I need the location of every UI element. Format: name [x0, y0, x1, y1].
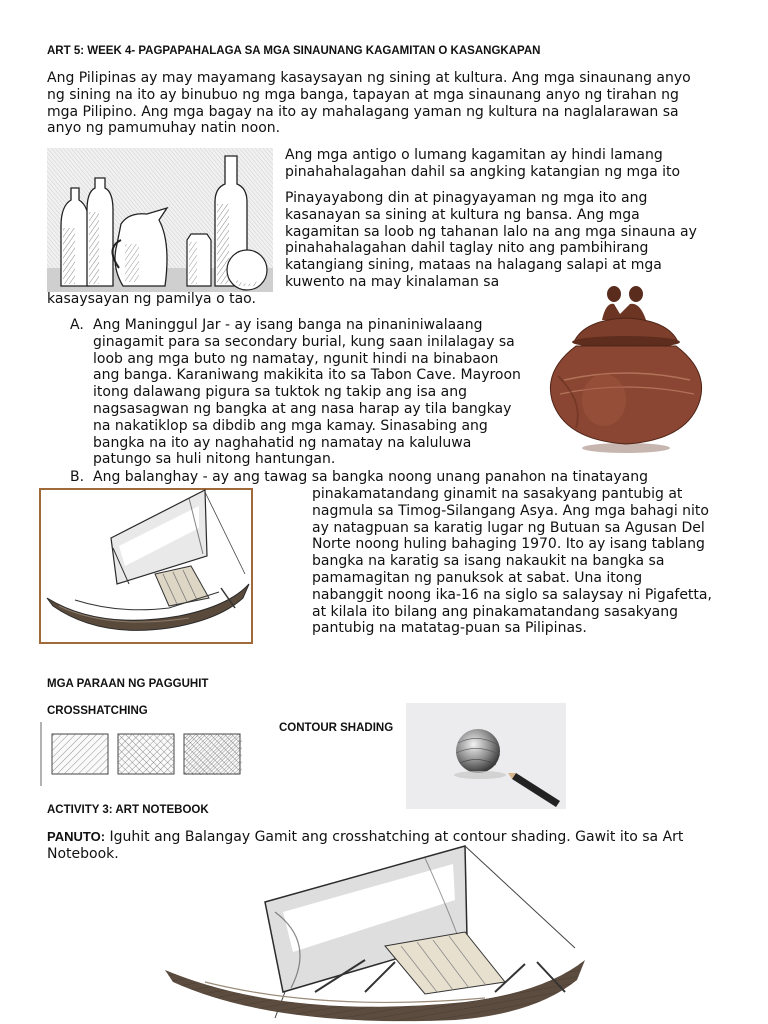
item-line: pamamagitan ng panuksok at sabat. Una itong: [312, 569, 643, 586]
item-line: nabanggit noong ika-16 na siglo sa salaysay ni Pigafetta,: [312, 586, 712, 603]
maninggul-jar-image: [544, 280, 710, 460]
item-line: nagmula sa Timog-Silangang Asya. Ang mga bahagi nito: [312, 502, 709, 519]
panuto-text-2: Notebook.: [47, 845, 119, 862]
item-line: at kilala ito bilang ang pinakamatandang sasakyang: [312, 603, 679, 620]
side-paragraph-tail: kasaysayan ng pamilya o tao.: [47, 291, 256, 307]
crosshatching-label: CROSSHATCHING: [47, 705, 148, 717]
intro-line: mga Pilipino. Ang mga bagay na ito ay mahalagang yaman ng kultura na naglalarawan sa: [47, 103, 679, 120]
panuto-text: Iguhit ang Balangay Gamit ang crosshatching at contour shading. Gawit ito sa Art: [105, 829, 684, 845]
contour-shading-label: CONTOUR SHADING: [279, 722, 394, 734]
item-line: ginagamit para sa secondary burial, kung saan inilalagay sa: [93, 333, 515, 350]
intro-line: anyo ng pamumuhay natin noon.: [47, 120, 281, 137]
intro-paragraph: [47, 70, 691, 137]
item-line: Ang Maninggul Jar - ay isang banga na pinaniniwalaang: [93, 317, 483, 333]
activity-heading: ACTIVITY 3: ART NOTEBOOK: [47, 804, 209, 816]
contour-shading-image: [406, 703, 566, 809]
side-line: pinahahalagahan dahil sa angking katangian ng mga ito: [285, 163, 681, 180]
item-line: Norte noong huling bahaging 1970. Ito ay isang tablang: [312, 536, 705, 553]
panuto-label: PANUTO:: [47, 829, 106, 844]
list-item-b: [70, 469, 730, 486]
side-line: kagamitan sa loob ng tahanan lalo na ang mga sinauna ay: [285, 223, 697, 240]
side-line: Ang mga antigo o lumang kagamitan ay hindi lamang: [285, 147, 663, 163]
list-marker: A.: [70, 317, 84, 333]
methods-heading: MGA PARAAN NG PAGGUHIT: [47, 678, 209, 690]
large-balangay-boat-image: [165, 842, 585, 1024]
item-b-continuation: [312, 486, 712, 637]
item-line: loob ang mga buto ng namatay, ngunit hindi na binabaon: [93, 350, 499, 367]
item-line: ay natagpuan sa karatig lugar ng Butuan sa Agusan Del: [312, 519, 705, 536]
balangay-boat-image: [39, 488, 253, 644]
list-item-a: [70, 317, 540, 468]
item-line: nagsasagwan ng bangka at ang nasa harap ay tila bangkay: [93, 400, 512, 417]
side-line: kasanayan sa sining at kultura ng bansa. Ang mga: [285, 206, 640, 223]
item-line: na nakatiklop sa dibdib ang mga kamay. Sinasabing ang: [93, 417, 488, 434]
intro-line: ng sining na ito ay binubuo ng mga banga, tapayan at mga sinaunang anyo ng tirahan ng: [47, 86, 679, 103]
side-line: kuwento na may kinalaman sa: [285, 273, 500, 290]
crosshatching-swatches-image: [40, 720, 274, 788]
side-line: pinahahalagahan dahil taglay nito ang pambihirang: [285, 240, 649, 257]
item-line: bangka na karatig sa isang nakaukit na bangka sa: [312, 553, 665, 570]
page-title: ART 5: WEEK 4- PAGPAPAHALAGA SA MGA SINAUNANG KAGAMITAN O KASANGKAPAN: [47, 45, 541, 57]
item-line: pinakamatandang ginamit na sasakyang pantubig at: [312, 486, 683, 502]
side-line: katangiang sining, mataas na halagang salapi at mga: [285, 257, 662, 274]
item-line: bangka na ito ay naghahatid ng namatay na kaluluwa: [93, 434, 472, 451]
item-line: ang banga. Karaniwang makikita ito sa Tabon Cave. Mayroon: [93, 367, 521, 384]
intro-line: Ang Pilipinas ay may mayamang kasaysayan ng sining at kultura. Ang mga sinaunang anyo: [47, 70, 691, 86]
item-line: Ang balanghay - ay ang tawag sa bangka noong unang panahon na tinatayang: [93, 469, 649, 485]
list-marker: B.: [70, 469, 85, 485]
side-paragraph-2: [285, 190, 697, 291]
side-line: Pinayayabong din at pinagyayaman ng mga ito ang: [285, 190, 648, 206]
still-life-bottles-image: [47, 148, 273, 292]
side-paragraph-1: [285, 147, 680, 181]
item-line: itong dalawang pigura sa tuktok ng takip ang isa ang: [93, 384, 468, 401]
item-line: patungo sa huli nitong hantungan.: [93, 451, 336, 468]
item-line: pantubig na matatag-puan sa Pilipinas.: [312, 620, 587, 637]
